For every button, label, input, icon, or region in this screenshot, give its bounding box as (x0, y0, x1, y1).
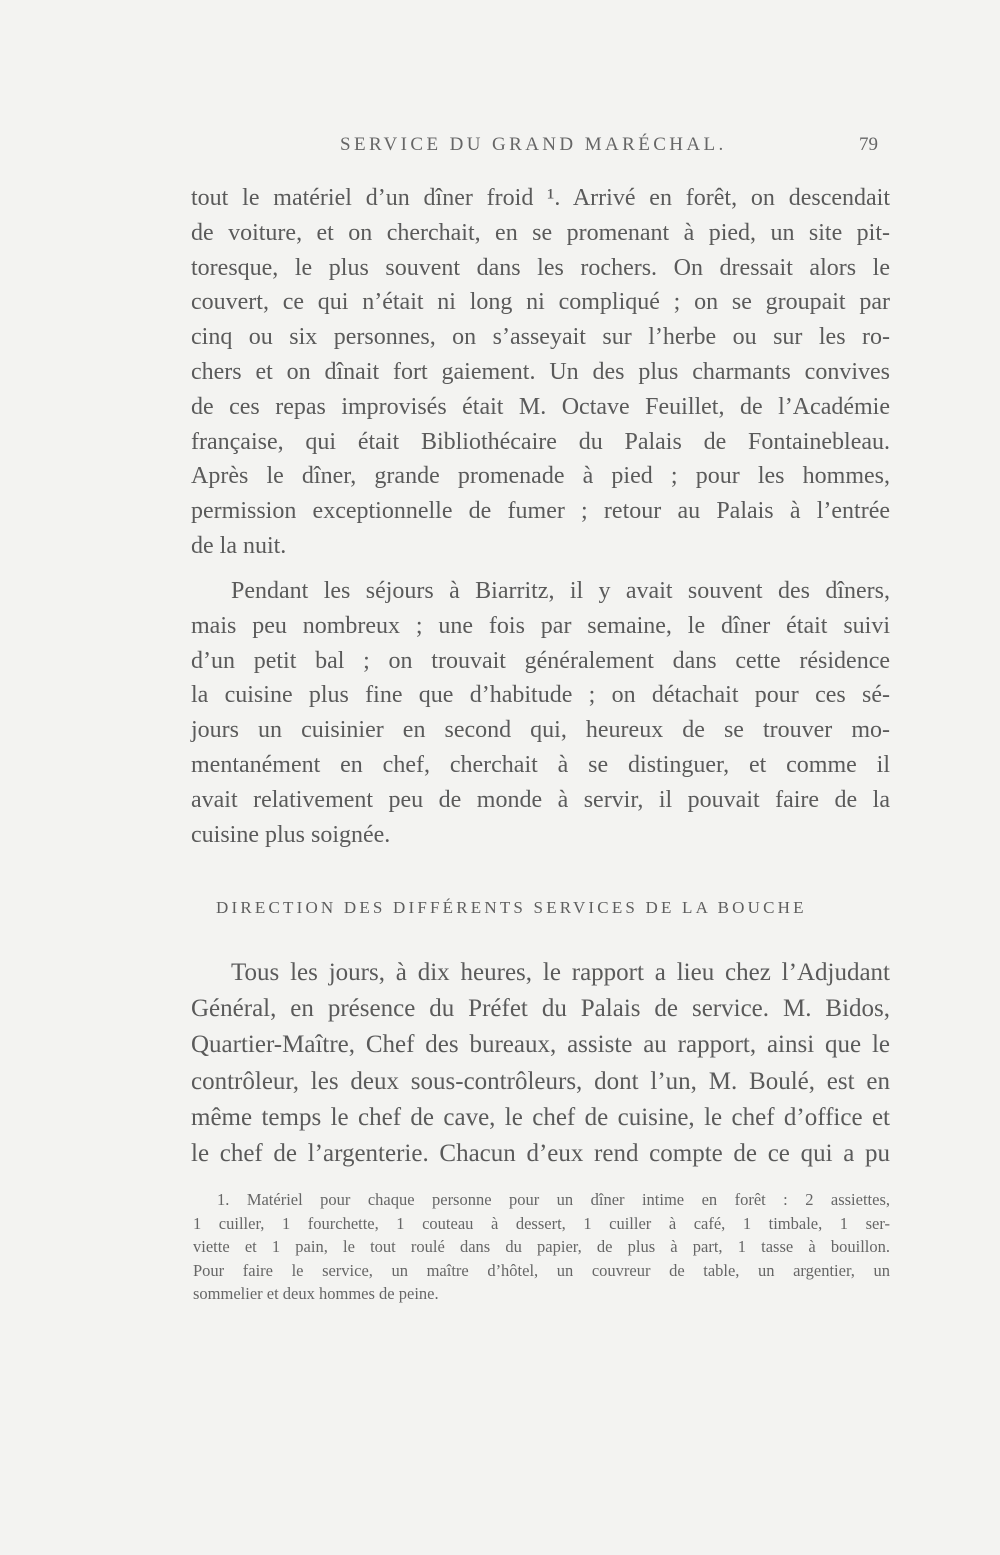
text-line: cuisine plus soignée. (191, 821, 391, 848)
text-line: cinq ou six personnes, on s’asseyait sur l’herbe ou sur les ro- (191, 324, 890, 351)
text-line: de la nuit. (191, 532, 287, 559)
text-line: jours un cuisinier en second qui, heureux de se trouver mo- (191, 717, 890, 744)
footnote-line: 1 cuiller, 1 fourchette, 1 couteau à dessert, 1 cuiller à café, 1 timbale, 1 ser- (193, 1213, 890, 1233)
paragraph-1 (191, 181, 890, 564)
text-line: contrôleur, les deux sous-contrôleurs, dont l’un, M. Boulé, est en (191, 1067, 890, 1095)
text-line: toresque, le plus souvent dans les rochers. On dressait alors le (191, 254, 890, 281)
text-line: permission exceptionnelle de fumer ; retour au Palais à l’entrée (191, 498, 890, 525)
text-line: Tous les jours, à dix heures, le rapport a lieu chez l’Adjudant (231, 959, 890, 986)
text-line: mentanément en chef, cherchait à se distinguer, et comme il (191, 751, 890, 778)
text-line: la cuisine plus fine que d’habitude ; on détachait pour ces sé- (191, 682, 890, 709)
running-header (190, 134, 890, 160)
text-line: chers et on dînait fort gaiement. Un des plus charmants convives (191, 358, 890, 385)
text-line: avait relativement peu de monde à servir, il pouvait faire de la (191, 786, 890, 813)
footnote-line: Pour faire le service, un maître d’hôtel, un couvreur de table, un argentier, un (193, 1260, 890, 1280)
text-line: d’un petit bal ; on trouvait généralement dans cette résidence (191, 647, 890, 674)
text-line: mais peu nombreux ; une fois par semaine, le dîner était suivi (191, 612, 890, 639)
text-line: Après le dîner, grande promenade à pied ; pour les hommes, (191, 463, 890, 490)
text-line: Quartier-Maître, Chef des bureaux, assiste au rapport, ainsi que le (191, 1031, 890, 1059)
footnote-line: sommelier et deux hommes de peine. (193, 1284, 439, 1304)
text-line: Pendant les séjours à Biarritz, il y avait souvent des dîners, (231, 578, 890, 604)
text-line: de ces repas improvisés était M. Octave Feuillet, de l’Académie (191, 393, 890, 420)
text-line: française, qui était Bibliothécaire du Palais de Fontainebleau. (191, 428, 890, 455)
text-line: même temps le chef de cave, le chef de cuisine, le chef d’office et (191, 1103, 890, 1131)
text-line: de voiture, et on cherchait, en se promenant à pied, un site pit- (191, 219, 890, 246)
section-heading: DIRECTION DES DIFFÉRENTS SERVICES DE LA BOUCHE (216, 898, 807, 917)
text-line: couvert, ce qui n’était ni long ni compliqué ; on se groupait par (191, 289, 890, 316)
footnote-line: 1. Matériel pour chaque personne pour un dîner intime en forêt : 2 assiettes, (217, 1190, 890, 1209)
text-line: le chef de l’argenterie. Chacun d’eux rend compte de ce qui a pu (191, 1139, 890, 1167)
paragraph-2 (191, 574, 890, 852)
footnote (193, 1188, 890, 1306)
text-line: Général, en présence du Préfet du Palais de service. M. Bidos, (191, 995, 890, 1023)
footnote-line: viette et 1 pain, le tout roulé dans du papier, de plus à part, 1 tasse à bouillon. (193, 1237, 890, 1257)
paragraph-3 (191, 955, 890, 1172)
text-line: tout le matériel d’un dîner froid ¹. Arrivé en forêt, on descendait (191, 185, 890, 211)
page-number: 79 (859, 134, 878, 155)
running-title: SERVICE DU GRAND MARÉCHAL. (340, 134, 727, 155)
